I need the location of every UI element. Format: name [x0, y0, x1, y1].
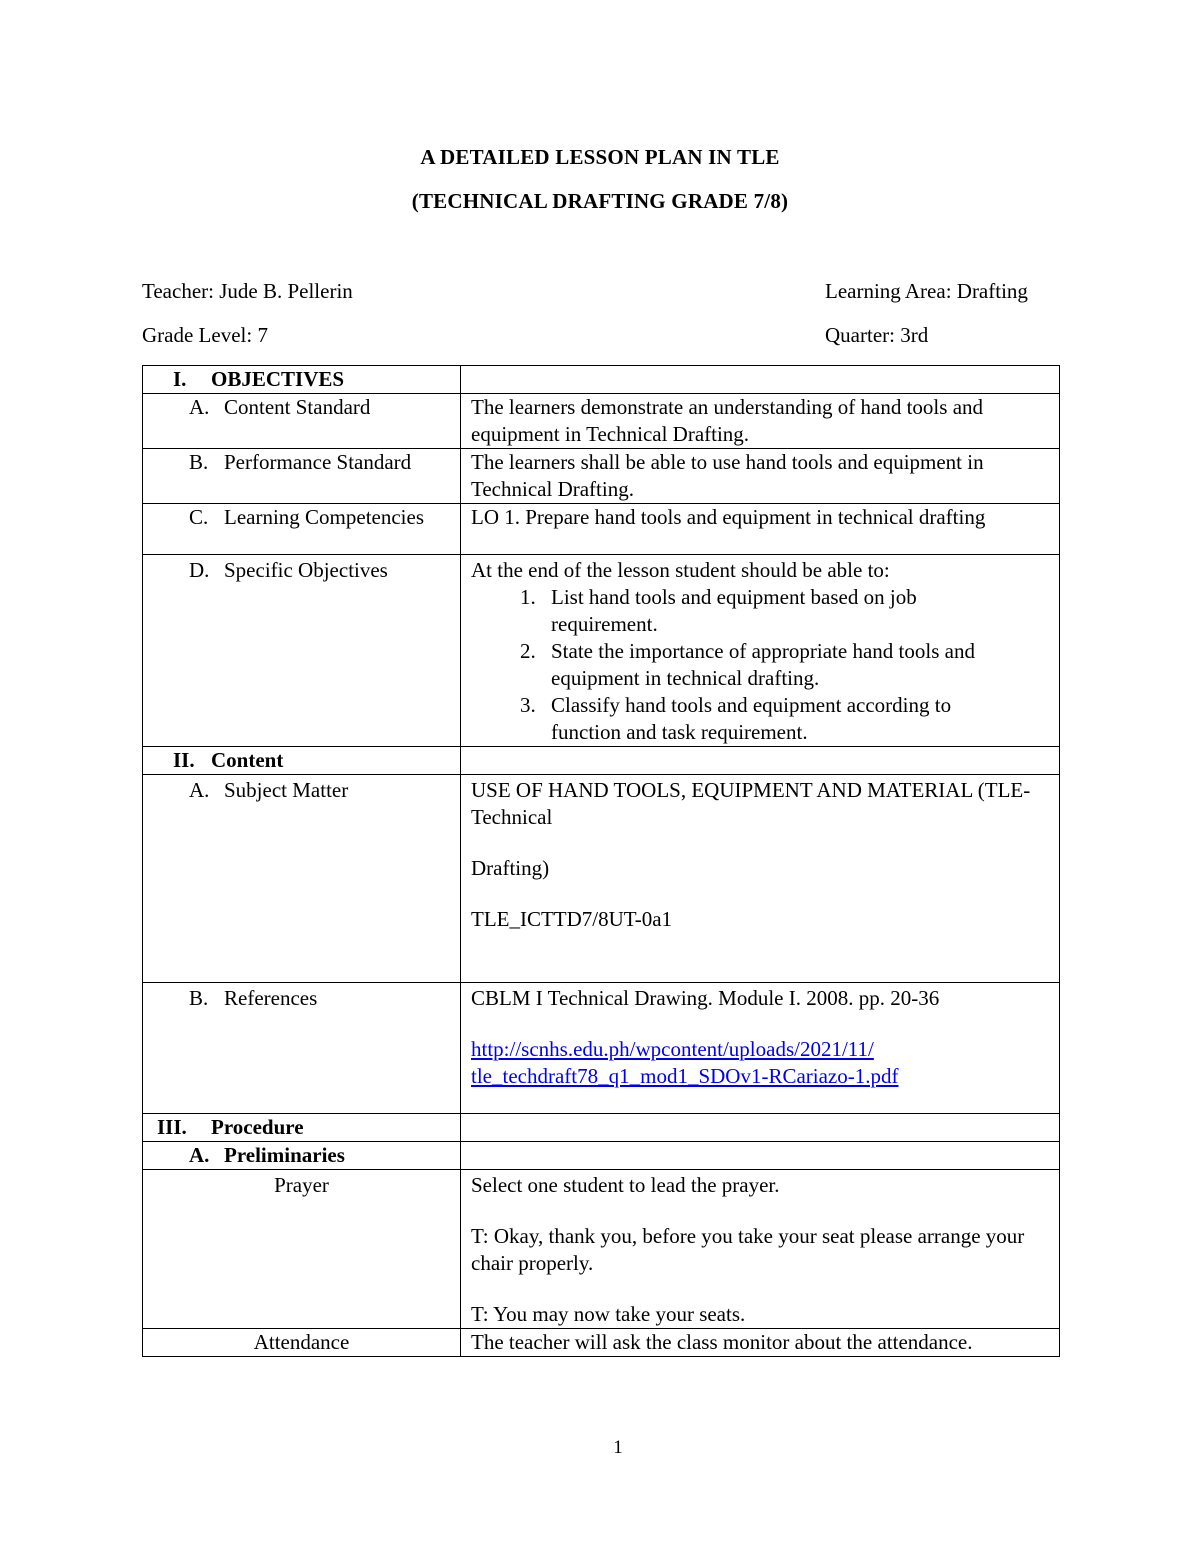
- empty-cell: [461, 1142, 1060, 1170]
- document-subtitle: (TECHNICAL DRAFTING GRADE 7/8): [411, 189, 789, 213]
- row-label: A. Subject Matter: [189, 778, 349, 802]
- row-label: D. Specific Objectives: [189, 558, 388, 582]
- row-label: C. Learning Competencies: [189, 505, 425, 529]
- section-heading-cell: [143, 366, 461, 394]
- objectives-list: [471, 584, 1049, 746]
- subject-matter-code: TLE_ICTTD7/8UT-0a1: [471, 907, 673, 931]
- row-value: LO 1. Prepare hand tools and equipment in technical drafting: [461, 504, 1060, 555]
- objectives-intro: At the end of the lesson student should be able to:: [471, 558, 890, 582]
- section-row-objectives: [143, 366, 1060, 394]
- quarter-field: Quarter: 3rd: [825, 323, 929, 347]
- row-label: Prayer: [143, 1170, 461, 1329]
- table-row-specific-objectives: [143, 555, 1060, 747]
- section-row-content: [143, 747, 1060, 775]
- table-row-attendance: [143, 1329, 1060, 1357]
- empty-cell: [461, 366, 1060, 394]
- row-value: The learners demonstrate an understanding of hand tools and equipment in Technical Drafting.: [461, 394, 1060, 449]
- reference-link[interactable]: tle_techdraft78_q1_mod1_SDOv1-RCariazo-1.pdf: [471, 1064, 899, 1088]
- lesson-plan-table: [142, 365, 1060, 1357]
- table-row-references: [143, 983, 1060, 1114]
- row-value: The learners shall be able to use hand tools and equipment in Technical Drafting.: [461, 449, 1060, 504]
- subject-matter-text: USE OF HAND TOOLS, EQUIPMENT AND MATERIAL (TLE-Technical: [471, 778, 1031, 829]
- page-number: 1: [613, 1437, 623, 1458]
- subject-matter-text: Drafting): [471, 856, 550, 880]
- list-item: 3. Classify hand tools and equipment according to function and task requirement.: [541, 692, 1049, 746]
- section-heading: OBJECTIVES: [211, 367, 345, 391]
- reference-text: CBLM I Technical Drawing. Module I. 2008. pp. 20-36: [471, 986, 940, 1010]
- reference-link[interactable]: http://scnhs.edu.ph/wpcontent/uploads/2021/11/: [471, 1037, 874, 1061]
- list-item: 1. List hand tools and equipment based on job requirement.: [541, 584, 1049, 638]
- row-label: B. References: [189, 986, 318, 1010]
- row-value: The teacher will ask the class monitor about the attendance.: [461, 1329, 1060, 1357]
- table-row-prayer: [143, 1170, 1060, 1329]
- row-label: A. Preliminaries: [189, 1143, 345, 1167]
- empty-cell: [461, 747, 1060, 775]
- document-title: A DETAILED LESSON PLAN IN TLE: [420, 145, 780, 169]
- teacher-field: Teacher: Jude B. Pellerin: [142, 279, 353, 303]
- empty-cell: [461, 1114, 1060, 1142]
- section-heading: Content: [211, 748, 284, 772]
- section-numeral: III.: [157, 1115, 187, 1139]
- prayer-text: T: Okay, thank you, before you take your seat please arrange your chair properly.: [471, 1224, 1025, 1275]
- row-label: A. Content Standard: [189, 395, 371, 419]
- section-numeral: II.: [173, 748, 195, 772]
- section-row-procedure: [143, 1114, 1060, 1142]
- table-row-learning-competencies: [143, 504, 1060, 555]
- grade-level-field: Grade Level: 7: [142, 323, 268, 347]
- prayer-text: Select one student to lead the prayer.: [471, 1173, 780, 1197]
- section-heading: Procedure: [211, 1115, 304, 1139]
- table-row-content-standard: [143, 394, 1060, 449]
- table-row-preliminaries: [143, 1142, 1060, 1170]
- table-row-performance-standard: [143, 449, 1060, 504]
- learning-area-field: Learning Area: Drafting: [825, 279, 1028, 303]
- section-numeral: I.: [173, 367, 187, 391]
- row-label: B. Performance Standard: [189, 450, 412, 474]
- prayer-text: T: You may now take your seats.: [471, 1302, 746, 1326]
- table-row-subject-matter: [143, 775, 1060, 983]
- row-label: Attendance: [143, 1329, 461, 1357]
- list-item: 2. State the importance of appropriate hand tools and equipment in technical drafting.: [541, 638, 1049, 692]
